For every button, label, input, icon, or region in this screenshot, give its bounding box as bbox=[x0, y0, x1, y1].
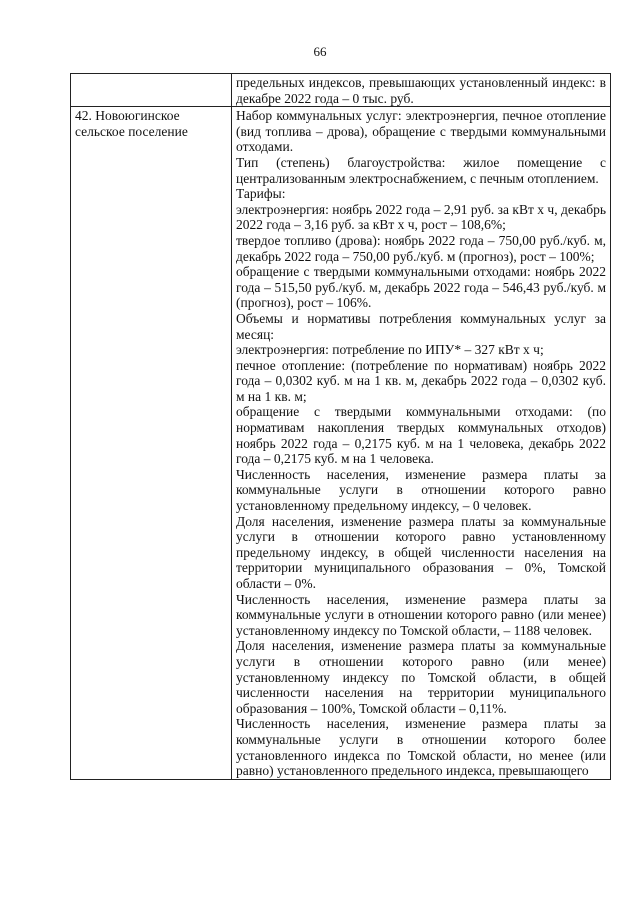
paragraph: Доля населения, изменение размера платы за коммунальные услуги в отношении которого равно установленному предельному индексу, в общей численности населения на территории муниципального образования – 0%, Томской области – 0%. bbox=[236, 513, 606, 591]
settlement-cell: 42. Новоюгинское сельское поселение bbox=[71, 107, 232, 780]
paragraph: Численность населения, изменение размера платы за коммунальные услуги в отношении которого равно (или менее) установленному индексу по Томской области, – 1188 человек. bbox=[236, 591, 606, 638]
paragraph: Численность населения, изменение размера платы за коммунальные услуги в отношении которого более установленного индекса по Томской области, но менее (или равно) установленного предельного индекса, превышающего bbox=[236, 716, 606, 779]
paragraph: Тарифы: bbox=[236, 186, 286, 202]
paragraph: обращение с твердыми коммунальными отходами: (по нормативам накопления твердых коммунальных отходов) ноябрь 2022 года – 0,2175 куб. м на 1 человека, декабрь 2022 года – 0,2175 куб. м на 1 человека. bbox=[236, 404, 606, 467]
paragraph: предельных индексов, превышающих установленный индекс: в декабре 2022 года – 0 тыс. руб. bbox=[236, 75, 606, 106]
settlement-cell bbox=[71, 74, 232, 107]
paragraph: обращение с твердыми коммунальными отходами: ноябрь 2022 года – 515,50 руб./куб. м, декабрь 2022 года – 546,43 руб./куб. м (прогноз), рост – 106%. bbox=[236, 264, 606, 311]
paragraph: твердое топливо (дрова): ноябрь 2022 года – 750,00 руб./куб. м, декабрь 2022 года – 750,00 руб./куб. м (прогноз), рост – 100%; bbox=[236, 232, 606, 264]
details-cell bbox=[232, 107, 611, 780]
paragraph: Набор коммунальных услуг: электроэнергия, печное отопление (вид топлива – дрова), обращение с твердыми коммунальными отходами. bbox=[236, 108, 606, 155]
details-cell bbox=[232, 74, 611, 107]
paragraph: электроэнергия: потребление по ИПУ* – 327 кВт х ч; bbox=[236, 342, 544, 358]
page-number: 66 bbox=[313, 44, 327, 59]
tariff-table bbox=[70, 73, 611, 780]
paragraph: Объемы и нормативы потребления коммунальных услуг за месяц: bbox=[236, 310, 606, 342]
table-row bbox=[71, 107, 611, 780]
paragraph: электроэнергия: ноябрь 2022 года – 2,91 руб. за кВт х ч, декабрь 2022 года – 3,16 руб. за кВт х ч, рост – 108,6%; bbox=[236, 201, 606, 233]
paragraph: Тип (степень) благоустройства: жилое помещение с централизованным электроснабжением, с печным отоплением. bbox=[236, 154, 606, 186]
paragraph: Численность населения, изменение размера платы за коммунальные услуги в отношении которого равно установленному предельному индексу, – 0 человек. bbox=[236, 466, 606, 514]
paragraph: Доля населения, изменение размера платы за коммунальные услуги в отношении которого равно (или менее) установленному индексу по Томской области, в общей численности населения на территории муниципального образования – 100%, Томской области – 0,11%. bbox=[236, 638, 606, 716]
table-row bbox=[71, 74, 611, 107]
paragraph: печное отопление: (потребление по нормативам) ноябрь 2022 года – 0,0302 куб. м на 1 кв. м, декабрь 2022 года – 0,0302 куб. м на 1 кв. м; bbox=[236, 357, 606, 404]
